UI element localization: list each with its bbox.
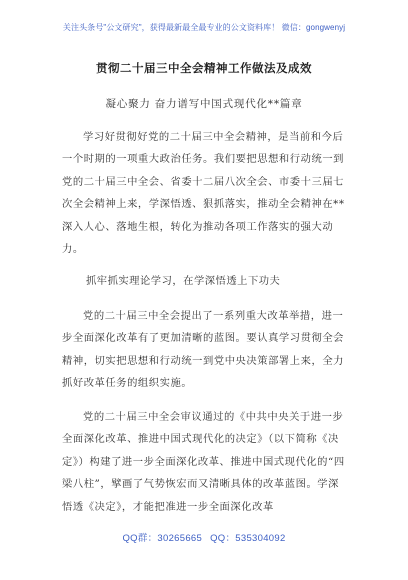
- header-promo-note: 关注头条号"公文研究"，获得最新最全最专业的公文资料库！ 微信：gongwenyj: [62, 23, 346, 32]
- body-paragraph-2: [62, 305, 346, 395]
- document-subtitle: 凝心聚力 奋力谱写中国式现代化**篇章: [105, 98, 303, 110]
- paragraph-2-text: 党的二十届三中全会提出了一系列重大改革举措，进一步全面深化改革有了更加清晰的蓝图。要认真学习贯彻全会精神，切实把思想和行动统一到党中央决策部署上来，全力抓好改革任务的组织实施。: [62, 310, 345, 390]
- footer-contact: [0, 530, 408, 544]
- footer-qq-group: QQ群：30265665: [122, 533, 203, 544]
- body-paragraph-1: [62, 126, 346, 260]
- body-paragraph-3: [62, 406, 346, 518]
- paragraph-1-text: 学习好贯彻好党的二十届三中全会精神，是当前和今后一个时期的一项重大政治任务。我们要把思想和行动统一到党的二十届三中全会、省委十二届八次全会、市委十三届七次全会精神上来，学深悟透、狠抓落实，推动全会精神在**深入人心、落地生根，转化为推动各项工作落实的强大动力。: [62, 131, 345, 256]
- section-heading: 抓牢抓实理论学习，在学深悟透上下功夫: [86, 275, 281, 287]
- paragraph-3-text: 党的二十届三中全会审议通过的《中共中央关于进一步全面深化改革、推进中国式现代化的决定》（以下简称《决定》）构建了进一步全面深化改革、推进中国式现代化的“四梁八柱”，擘画了气势恢宏而又清晰具体的改革蓝图。学深悟透《决定》，才能把准进一步全面深化改革: [62, 411, 345, 513]
- footer-qq-number: QQ：535304092: [210, 533, 286, 544]
- document-title: 贯彻二十届三中全会精神工作做法及成效: [96, 61, 312, 75]
